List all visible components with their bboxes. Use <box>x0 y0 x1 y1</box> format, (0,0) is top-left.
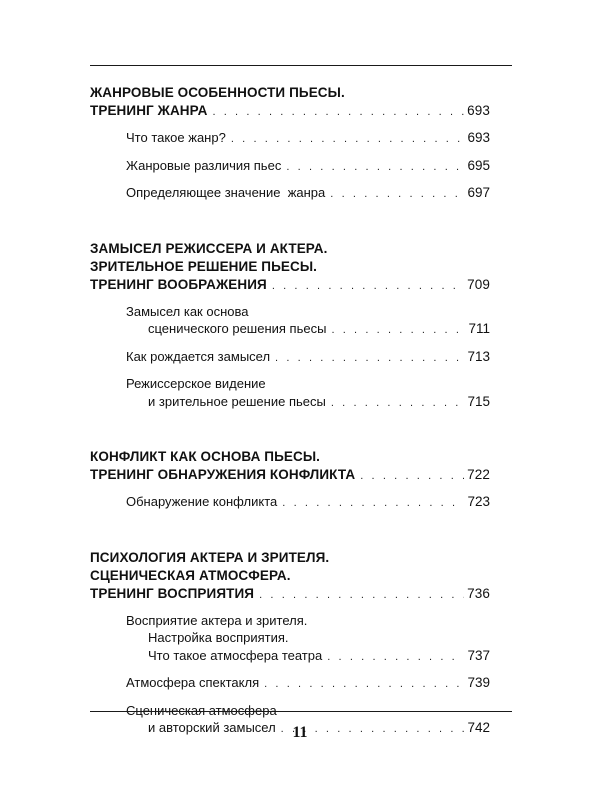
chapter-entry[interactable] <box>90 466 490 485</box>
section-page-number: 742 <box>467 720 490 735</box>
chapter-title-line: КОНФЛИКТ КАК ОСНОВА ПЬЕСЫ. <box>90 449 321 464</box>
toc-chapter <box>90 84 490 204</box>
section-title: Замысел как основа <box>126 303 249 319</box>
leader-dots <box>331 322 465 340</box>
chapter-title-line: ПСИХОЛОГИЯ АКТЕРА И ЗРИТЕЛЯ. <box>90 549 330 565</box>
chapter-page-number: 722 <box>467 467 490 482</box>
leader-dots <box>212 103 464 121</box>
chapter-entry[interactable] <box>90 585 490 604</box>
chapter-title-line: ЗРИТЕЛЬНОЕ РЕШЕНИЕ ПЬЕСЫ. <box>90 258 318 274</box>
toc-chapter <box>90 448 490 513</box>
section-title: Обнаружение конфликта <box>126 494 278 509</box>
leader-dots <box>330 186 464 204</box>
section-title: Восприятие актера и зрителя. <box>126 612 308 628</box>
section-page-number: 711 <box>468 321 490 336</box>
section-title: Режиссерское видение <box>126 376 266 391</box>
leader-dots <box>286 159 464 177</box>
section-title: Что такое жанр? <box>126 130 226 145</box>
section-title-continuation: Что такое атмосфера театра <box>148 647 323 663</box>
leader-dots <box>282 495 464 513</box>
chapter-title-line: ТРЕНИНГ ВООБРАЖЕНИЯ <box>90 276 267 292</box>
section-page-number: 695 <box>467 157 490 173</box>
toc-section-entry[interactable] <box>126 612 490 667</box>
leader-dots <box>272 277 464 295</box>
section-title: Жанровые различия пьес <box>126 157 282 173</box>
page-number: 11 <box>292 724 308 741</box>
leader-dots <box>259 586 464 604</box>
section-page-number: 723 <box>467 494 490 509</box>
chapter-title-line: ЗАМЫСЕЛ РЕЖИССЕРА И АКТЕРА. <box>90 240 328 256</box>
table-of-contents <box>90 84 490 775</box>
section-page-number: 739 <box>467 675 490 690</box>
chapter-title-line: ТРЕНИНГ ЖАНРА <box>90 103 208 118</box>
bottom-rule <box>90 711 512 712</box>
toc-section-entry[interactable] <box>126 348 490 368</box>
chapter-title-line: ТРЕНИНГ ОБНАРУЖЕНИЯ КОНФЛИКТА <box>90 467 356 482</box>
leader-dots <box>231 131 465 149</box>
chapter-title-line: СЦЕНИЧЕСКАЯ АТМОСФЕРА. <box>90 567 291 583</box>
chapter-entry[interactable] <box>90 276 490 295</box>
section-page-number: 697 <box>467 185 490 200</box>
toc-chapter <box>90 240 490 413</box>
chapter-page-number: 736 <box>467 585 490 601</box>
top-rule <box>90 65 512 66</box>
chapter-entry[interactable] <box>90 102 490 121</box>
chapter-page-number: 709 <box>467 276 490 292</box>
section-title-continuation: и авторский замысел <box>148 720 276 735</box>
section-title-continuation: сценического решения пьесы <box>148 321 327 336</box>
section-page-number: 715 <box>467 393 490 409</box>
section-page-number: 737 <box>467 647 490 663</box>
toc-section-entry[interactable] <box>126 303 490 340</box>
section-title: Определяющее значение жанра <box>126 185 326 200</box>
section-page-number: 713 <box>467 348 490 364</box>
leader-dots <box>264 676 464 694</box>
chapter-title-line: ЖАНРОВЫЕ ОСОБЕННОСТИ ПЬЕСЫ. <box>90 85 345 100</box>
section-title-continuation: и зрительное решение пьесы <box>148 393 326 409</box>
section-title: Сценическая атмосфера <box>126 702 277 718</box>
chapter-title-line: ТРЕНИНГ ВОСПРИЯТИЯ <box>90 585 255 601</box>
leader-dots <box>327 649 464 667</box>
leader-dots <box>275 350 464 368</box>
toc-section-entry[interactable] <box>126 674 490 694</box>
section-title: Как рождается замысел <box>126 348 271 364</box>
section-title: Атмосфера спектакля <box>126 675 260 690</box>
toc-chapter <box>90 549 490 739</box>
toc-section-entry[interactable] <box>126 129 490 149</box>
leader-dots <box>360 467 464 485</box>
section-title-continuation: Настройка восприятия. <box>148 630 289 645</box>
toc-section-entry[interactable] <box>126 184 490 204</box>
toc-section-entry[interactable] <box>126 157 490 177</box>
chapter-page-number: 693 <box>467 103 490 118</box>
section-page-number: 693 <box>467 130 490 145</box>
toc-section-entry[interactable] <box>126 493 490 513</box>
toc-section-entry[interactable] <box>126 375 490 412</box>
leader-dots <box>331 395 465 413</box>
